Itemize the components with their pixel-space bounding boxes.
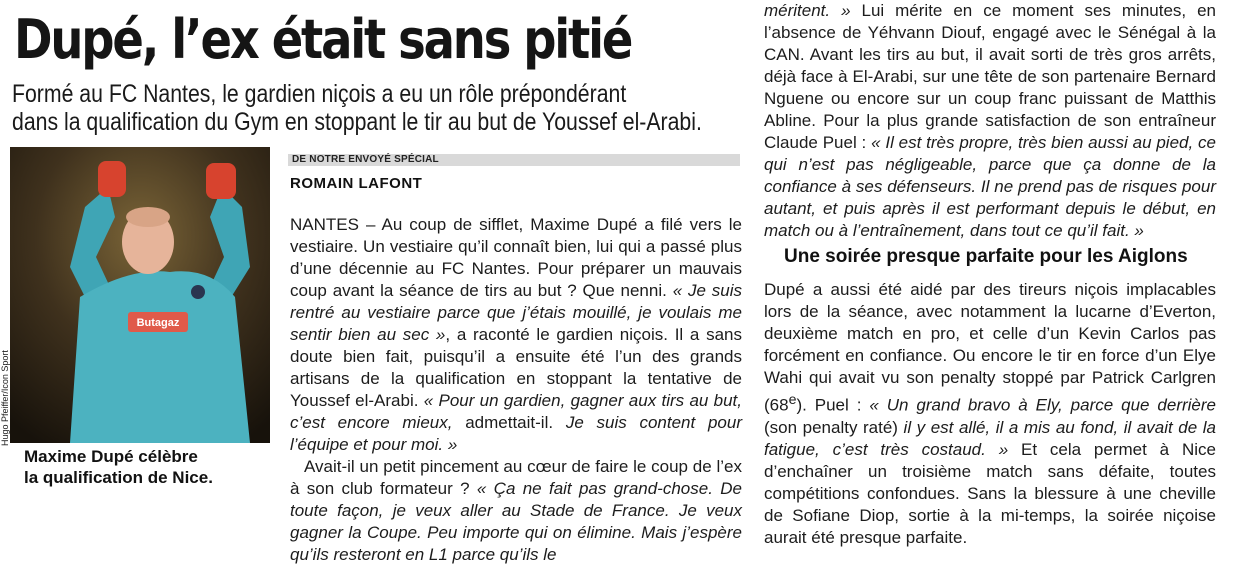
subheading: Une soirée presque parfaite pour les Aiglons — [784, 246, 1188, 267]
text-run: ). Puel : — [796, 395, 870, 415]
paragraph — [290, 456, 742, 566]
paragraph — [764, 0, 1216, 242]
photo-credit: Hugo Pfeiffer/Icon Sport — [0, 350, 10, 446]
quote: « Il est très propre, très bien aussi au pied, ce qui n’est pas négligeable, parce que ça donne de la confiance à ses défenseurs. Il ne prend pas de risques pour autant, et puis après il est performant depuis le début, en match ou à l’entraînement, dans tout ce qu’il fait. » — [764, 133, 1216, 240]
standfirst — [12, 80, 702, 136]
text-run: , a raconté le gardien niçois. Il a sans doute bien fait, puisqu’il a ensuite été l’un des grands artisans de la qualification en stoppant la tentative de Youssef el-Arabi. — [290, 325, 742, 410]
article-column-2-bottom — [764, 279, 1216, 549]
quote: « Pour un gardien, gagner aux tirs au but, c’est encore mieux, — [290, 391, 742, 432]
text-run: Lui mérite en ce moment ses minutes, en l’absence de Yéhvann Diouf, engagé avec le Sénégal à la CAN. Avant les tirs au but, il avait sorti de très gros arrêts, déjà face à El-Arabi, sur une tête de son partenaire Bernard Nguene ou encore sur un coup franc puissant de Matthis Abline. Pour la plus grande satisfaction de son entraîneur Claude Puel : — [764, 1, 1216, 152]
text-run: admettait-il. — [465, 413, 566, 432]
quote: « Je suis rentré au vestiaire parce que j’étais mouillé, je voulais me sentir bien au sec » — [290, 281, 742, 344]
text-run: NANTES – Au coup de sifflet, Maxime Dupé a filé vers le vestiaire. Un vestiaire qu’il connaît bien, lui qui a passé plus d’une décennie au FC Nantes. Pour préparer un mauvais coup avant la séance de tirs au but ? Que nenni. — [290, 215, 742, 300]
text-run: (son penalty raté) — [764, 417, 904, 437]
article-column-1 — [290, 214, 742, 566]
headline: Dupé, l’ex était sans pitié — [14, 8, 632, 71]
quote: Je suis content pour l’équipe et pour moi. » — [290, 413, 742, 454]
text-run: Dupé a aussi été aidé par des tireurs niçois implacables lors de la séance, avec notamment la lucarne d’Everton, deuxième match en pro, et celle d’un Kevin Carlos pas forcément en confiance. Ou encore le tir en force d’un Elye Wahi qui avait vu son penalty stoppé par Patrick Carlgren (68 — [764, 280, 1216, 415]
byline: ROMAIN LAFONT — [290, 175, 423, 192]
paragraph — [290, 214, 742, 456]
goalkeeper-illustration — [10, 147, 270, 443]
kicker: DE NOTRE ENVOYÉ SPÉCIAL — [292, 154, 439, 165]
caption-line-1: Maxime Dupé célèbre — [24, 447, 198, 466]
standfirst-line-2: dans la qualification du Gym en stoppant le tir au but de Youssef el-Arabi. — [12, 108, 702, 136]
photo-caption — [12, 446, 279, 488]
text-run: Avait-il un petit pincement au cœur de faire le coup de l’ex à son club formateur ? — [290, 457, 742, 498]
standfirst-line-1: Formé au FC Nantes, le gardien niçois a eu un rôle prépondérant — [12, 80, 627, 108]
quote: « Ça ne fait pas grand-chose. De toute façon, je veux aller au Stade de France. Je veux gagner la Coupe. Peu importe qui on élimine. Mais j’espère qu’ils resteront en L1 parce qu’ils le — [290, 479, 742, 564]
goalkeeper-photo — [10, 147, 270, 443]
text-run: Et cela permet à Nice d’enchaîner un troisième match sans défaite, toutes compétitions confondues. Sans la blessure à une cheville de Sofiane Diop, sortie à la mi-temps, la soirée niçoise aurait été presque parfaite. — [764, 439, 1216, 547]
shirt-sponsor: Butagaz — [136, 317, 180, 329]
quote: méritent. » — [764, 1, 851, 20]
quote: « Un grand bravo à Ely, parce que derrière — [869, 395, 1216, 415]
article-column-2-top — [764, 0, 1216, 242]
caption-line-2: la qualification de Nice. — [24, 468, 213, 487]
paragraph — [764, 279, 1216, 549]
superscript: e — [788, 392, 797, 408]
quote: il y est allé, il a mis au fond, il avait de la fatigue, c’est très costaud. » — [764, 417, 1216, 459]
